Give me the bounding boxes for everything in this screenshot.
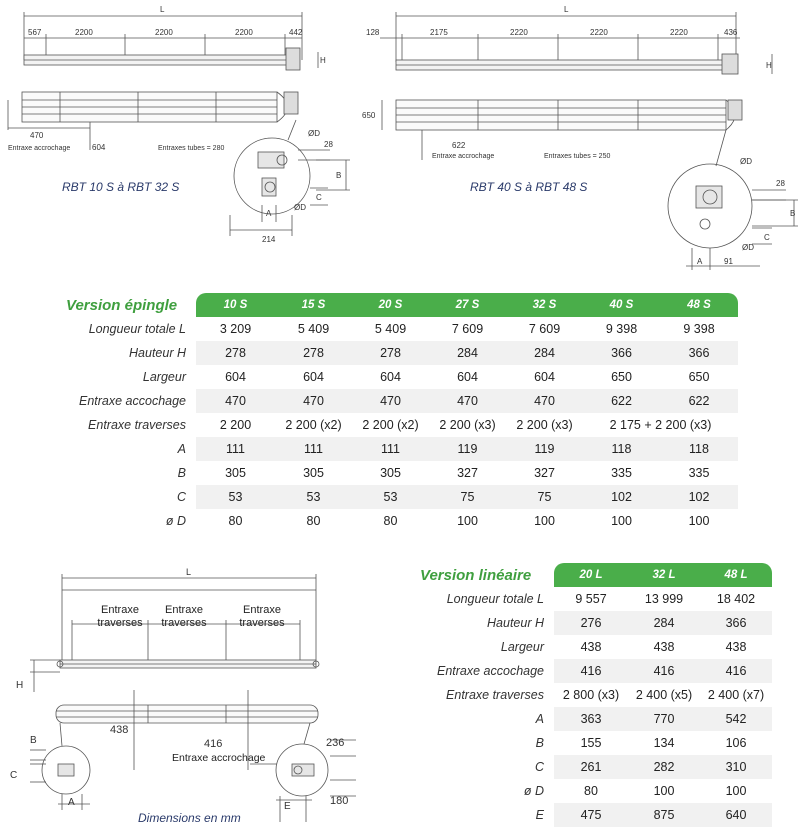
- cell: 5 409: [374, 322, 407, 336]
- cell: 284: [628, 611, 700, 635]
- dim-236: 236: [326, 737, 345, 749]
- cell: 75: [429, 485, 506, 509]
- cell: 106: [725, 736, 747, 750]
- cell: 3 209: [219, 322, 252, 336]
- cell: 470: [429, 389, 506, 413]
- label-entraxe-traverses-1: Entraxe traverses: [97, 604, 143, 629]
- cell: 604: [457, 370, 478, 384]
- cell: 261: [554, 755, 628, 779]
- cell: 335: [611, 466, 632, 480]
- dim-L-3: L: [186, 567, 192, 577]
- cell: 640: [700, 803, 772, 827]
- cell: 7 609: [451, 322, 484, 336]
- cell: 100: [725, 784, 747, 798]
- cell: 604: [380, 370, 401, 384]
- cell: 118: [583, 437, 660, 461]
- cell: 134: [653, 736, 675, 750]
- table-row: [410, 707, 772, 731]
- caption-rbt-40-48: RBT 40 S à RBT 48 S: [470, 180, 588, 194]
- table-row: [8, 437, 738, 461]
- cell: 604: [225, 370, 246, 384]
- cell: 278: [275, 341, 352, 365]
- dim-436: 436: [724, 28, 738, 37]
- label-entraxe-traverses-3: Entraxe traverses: [239, 604, 285, 629]
- cell: 100: [534, 514, 555, 528]
- row-label: Hauteur H: [129, 346, 186, 360]
- col-header: 10 S: [196, 293, 275, 317]
- col-header: 32 L: [628, 563, 700, 587]
- dim-C-3: C: [10, 770, 18, 781]
- dim-470: 470: [30, 131, 44, 140]
- row-label: Entraxe traverses: [88, 418, 186, 432]
- dim-H-3: H: [16, 680, 24, 691]
- cell: 622: [660, 389, 738, 413]
- dim-B: B: [336, 171, 342, 180]
- row-label: C: [176, 490, 186, 504]
- dim-2200-b: 2200: [155, 28, 173, 37]
- cell: 100: [611, 514, 632, 528]
- table-title: Version linéaire: [420, 566, 532, 584]
- table-row: [410, 635, 772, 659]
- drawing-rbt-40-48: [360, 0, 800, 290]
- caption-rbt-10-32: RBT 10 S à RBT 32 S: [62, 180, 180, 194]
- cell: 416: [554, 659, 628, 683]
- row-label: Entraxe accochage: [78, 394, 186, 408]
- dim-C-2: C: [764, 233, 770, 242]
- table-row: [8, 389, 738, 413]
- cell: 100: [653, 784, 675, 798]
- dim-B-2: B: [790, 209, 796, 218]
- table-row: [410, 731, 772, 755]
- cell: 416: [628, 659, 700, 683]
- table-version-epingle: [8, 293, 738, 533]
- cell: 2 400 (x5): [635, 688, 693, 702]
- table-header-row: [410, 563, 772, 587]
- dim-214: 214: [262, 235, 276, 244]
- cell: 276: [554, 611, 628, 635]
- drawing-version-lineaire: [0, 560, 400, 837]
- cell: 416: [700, 659, 772, 683]
- table-title: Version épingle: [66, 296, 178, 314]
- cell: 438: [725, 640, 747, 654]
- dim-A: A: [266, 209, 272, 218]
- table-row: [410, 755, 772, 779]
- row-label: Largeur: [142, 370, 186, 384]
- cell: 13 999: [644, 592, 684, 606]
- cell: 770: [628, 707, 700, 731]
- dim-2200-a: 2200: [75, 28, 93, 37]
- cell: 18 402: [716, 592, 756, 606]
- col-header: 15 S: [275, 293, 352, 317]
- row-label: E: [535, 808, 544, 822]
- drawing-rbt-10-32: [0, 0, 400, 290]
- cell: 650: [611, 370, 632, 384]
- dim-2175: 2175: [430, 28, 448, 37]
- cell: 622: [583, 389, 660, 413]
- cell: 111: [196, 437, 275, 461]
- row-label: B: [177, 466, 186, 480]
- cell: 284: [506, 341, 583, 365]
- table-row: [410, 611, 772, 635]
- cell: 2 800 (x3): [562, 688, 620, 702]
- col-header: 48 L: [700, 563, 772, 587]
- dim-438: 438: [110, 724, 129, 736]
- table-row: [410, 659, 772, 683]
- table-row: [8, 317, 738, 341]
- dim-phi-d-bottom-2: ØD: [742, 243, 754, 252]
- row-label: C: [534, 760, 544, 774]
- cell: 111: [275, 437, 352, 461]
- dim-A-3: A: [68, 797, 75, 808]
- row-label: Longueur totale L: [446, 592, 544, 606]
- dim-2220-b: 2220: [590, 28, 608, 37]
- cell: 75: [506, 485, 583, 509]
- table-header-row: [8, 293, 738, 317]
- table-row: [410, 587, 772, 611]
- cell: 80: [584, 784, 598, 798]
- table-row: [8, 365, 738, 389]
- dim-28: 28: [324, 140, 333, 149]
- table-row: [8, 341, 738, 365]
- label-entraxes-tubes-2: Entraxes tubes = 250: [544, 153, 611, 160]
- row-label: Entraxe traverses: [446, 688, 544, 702]
- cell: 100: [688, 514, 710, 528]
- cell: 470: [506, 389, 583, 413]
- cell: 282: [628, 755, 700, 779]
- dim-567: 567: [28, 28, 42, 37]
- cell: 102: [660, 485, 738, 509]
- dim-A-2: A: [697, 257, 703, 266]
- cell: 305: [225, 466, 246, 480]
- cell: 542: [700, 707, 772, 731]
- dim-H: H: [320, 56, 326, 65]
- cell: 9 398: [605, 322, 638, 336]
- cell: 2 200 (x3): [516, 418, 573, 432]
- cell: 119: [506, 437, 583, 461]
- cell: 80: [383, 514, 398, 528]
- cell: 118: [660, 437, 738, 461]
- cell: 7 609: [528, 322, 561, 336]
- row-label: B: [535, 736, 544, 750]
- cell: 53: [196, 485, 275, 509]
- dim-2200-c: 2200: [235, 28, 253, 37]
- dim-H-2: H: [766, 61, 772, 70]
- dim-622: 622: [452, 141, 466, 150]
- label-entraxe-traverses-2: Entraxe traverses: [161, 604, 207, 629]
- cell: 650: [688, 370, 710, 384]
- cell: 875: [628, 803, 700, 827]
- table-version-lineaire: [410, 563, 772, 827]
- cell: 2 200 (x2): [362, 418, 419, 432]
- cell: 278: [196, 341, 275, 365]
- cell: 475: [554, 803, 628, 827]
- cell: 438: [653, 640, 675, 654]
- cell: 604: [534, 370, 555, 384]
- cell: 9 557: [575, 592, 607, 606]
- cell: 366: [660, 341, 738, 365]
- row-label: Longueur totale L: [88, 322, 186, 336]
- cell: 470: [275, 389, 352, 413]
- dim-phi-d-bottom: ØD: [294, 203, 306, 212]
- col-header: 20 L: [554, 563, 628, 587]
- dim-phi-d-top-2: ØD: [740, 157, 752, 166]
- cell: 305: [303, 466, 324, 480]
- dim-L: L: [160, 5, 165, 14]
- cell: 53: [352, 485, 429, 509]
- cell: 80: [228, 514, 243, 528]
- cell: 305: [380, 466, 401, 480]
- col-header: 20 S: [352, 293, 429, 317]
- table-row: [8, 461, 738, 485]
- dim-28-2: 28: [776, 179, 785, 188]
- row-label: ø D: [165, 514, 186, 528]
- dim-2220-c: 2220: [670, 28, 688, 37]
- table-row: [8, 509, 738, 533]
- cell: 327: [457, 466, 478, 480]
- dim-phi-d-top: ØD: [308, 129, 320, 138]
- table-row: [410, 683, 772, 707]
- cell: 278: [352, 341, 429, 365]
- cell: 155: [580, 736, 602, 750]
- dim-442: 442: [289, 28, 303, 37]
- caption-dimensions-mm: Dimensions en mm: [138, 811, 241, 825]
- cell: 80: [306, 514, 321, 528]
- dim-C: C: [316, 193, 322, 202]
- row-label: ø D: [523, 784, 544, 798]
- label-entraxe-accrochage: Entraxe accrochage: [8, 145, 71, 152]
- row-label: Hauteur H: [487, 616, 544, 630]
- cell: 2 400 (x7): [707, 688, 765, 702]
- cell: 366: [700, 611, 772, 635]
- row-label: Largeur: [500, 640, 544, 654]
- cell: 2 200 (x3): [439, 418, 496, 432]
- dim-128: 128: [366, 28, 380, 37]
- cell: 310: [700, 755, 772, 779]
- dim-2220-a: 2220: [510, 28, 528, 37]
- cell: 111: [352, 437, 429, 461]
- cell: 438: [580, 640, 602, 654]
- table-row: [410, 803, 772, 827]
- label-entraxes-tubes: Entraxes tubes = 280: [158, 145, 225, 152]
- cell: 363: [554, 707, 628, 731]
- col-header: 40 S: [583, 293, 660, 317]
- cell: 470: [196, 389, 275, 413]
- col-header: 48 S: [660, 293, 738, 317]
- dim-B-3: B: [30, 735, 37, 746]
- table-row: [8, 485, 738, 509]
- label-entraxe-accrochage-3: Entraxe accrochage: [172, 752, 266, 764]
- dim-604: 604: [92, 143, 106, 152]
- col-header: 32 S: [506, 293, 583, 317]
- cell: 284: [429, 341, 506, 365]
- dim-416: 416: [204, 738, 223, 750]
- row-label: Entraxe accochage: [436, 664, 544, 678]
- cell: 2 200 (x2): [285, 418, 342, 432]
- cell: 102: [583, 485, 660, 509]
- cell: 2 200: [219, 418, 252, 432]
- dim-E: E: [284, 801, 291, 812]
- cell: 100: [457, 514, 478, 528]
- label-entraxe-accrochage-2: Entraxe accrochage: [432, 153, 495, 160]
- cell: 53: [275, 485, 352, 509]
- table-row: [8, 413, 738, 437]
- cell: 2 175 + 2 200 (x3): [609, 418, 712, 432]
- cell: 335: [688, 466, 710, 480]
- table-row: [410, 779, 772, 803]
- dim-180: 180: [330, 795, 349, 807]
- cell: 119: [429, 437, 506, 461]
- cell: 5 409: [297, 322, 330, 336]
- dim-91: 91: [724, 257, 733, 266]
- dim-650: 650: [362, 111, 376, 120]
- cell: 604: [303, 370, 324, 384]
- row-label: A: [177, 442, 186, 456]
- cell: 9 398: [683, 322, 715, 336]
- row-label: A: [535, 712, 544, 726]
- col-header: 27 S: [429, 293, 506, 317]
- cell: 366: [583, 341, 660, 365]
- dim-L-2: L: [564, 5, 569, 14]
- cell: 470: [352, 389, 429, 413]
- cell: 327: [534, 466, 555, 480]
